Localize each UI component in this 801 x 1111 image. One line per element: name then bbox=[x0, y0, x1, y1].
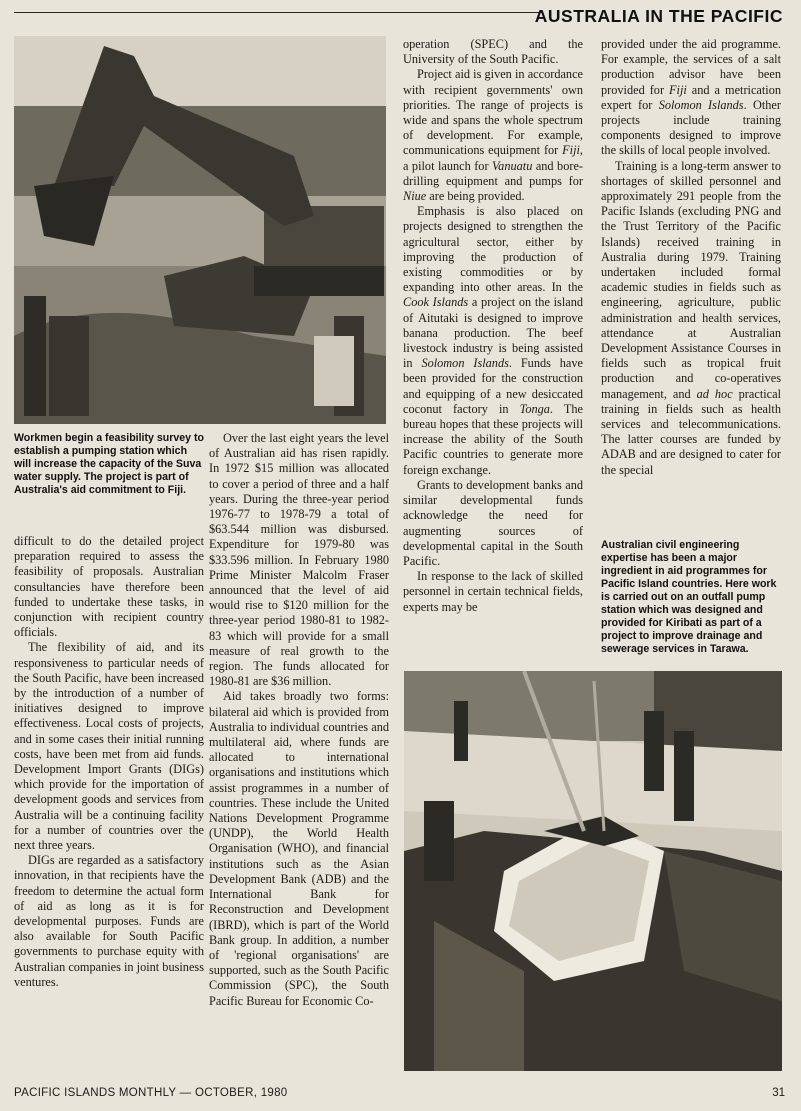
paragraph: difficult to do the detailed project preparation required to assess the feasibility of proposals. Australian consultancies have therefore been funded to undertake these tasks, in conjunction with recipient country officials. bbox=[14, 534, 204, 640]
excavator-photo bbox=[14, 36, 386, 424]
pump-station-photo bbox=[404, 671, 782, 1071]
footer-publication: PACIFIC ISLANDS MONTHLY — OCTOBER, 1980 bbox=[14, 1087, 288, 1099]
paragraph: Project aid is given in accordance with recipient governments' own priorities. The range of projects is wide and spans the whole spectrum of development. For example, communications equipment for Fiji, a pilot launch for Vanuatu and bore-drilling equipment and pumps for Niue are being provided. bbox=[403, 67, 583, 204]
paragraph: Aid takes broadly two forms: bilateral aid which is provided from Australia to individual countries and multilateral aid, where funds are allocated to international organisations and institutions which assist programmes in a number of countries. These include the United Nations Development Programme (UNDP), the World Health Organisation (WHO), and financial institutions such as the Asian Development Bank (ADB) and the International Bank for Reconstruction and Development (IBRD), which is part of the World Bank group. In addition, a number of 'regional organisations' are supported, such as the South Pacific Commission (SPC), the South Pacific Bureau for Economic Co- bbox=[209, 689, 389, 1008]
article-column-3 bbox=[403, 37, 583, 665]
paragraph: Over the last eight years the level of Australian aid has risen rapidly. In 1972 $15 million was allocated to cover a period of three and a half years. During the three-year period 1976-77 to 1978-79 a total of $63.544 million was disbursed. Expenditure for 1979-80 was $33.596 million. In February 1980 Prime Minister Malcolm Fraser announced that the level of aid would rise to $120 million for the three-year period 1980-81 to 1982-83 which will provide for a small measure of real growth to the region. The funds allocated for 1980-81 are $36 million. bbox=[209, 431, 389, 689]
paragraph: provided under the aid programme. For example, the services of a salt production advisor have been provided for Fiji and a metrication expert for Solomon Islands. Other projects include training components designed to improve the skills of local people involved. bbox=[601, 37, 781, 158]
page-number: 31 bbox=[772, 1087, 785, 1099]
paragraph: DIGs are regarded as a satisfactory innovation, in that recipients have the freedom to determine the actual form of aid as long as it is for developmental purposes. Funds are also available for South Pacific governments to purchase equity with Australian companies in joint business ventures. bbox=[14, 853, 204, 989]
header-rule bbox=[14, 12, 542, 13]
article-column-4 bbox=[601, 37, 781, 527]
paragraph: Emphasis is also placed on projects designed to strengthen the agricultural sector, either by improving the production of existing commodities or by expanding into other areas. In the Cook Islands a project on the island of Aitutaki is designed to improve banana production. The beef livestock industry is being assisted in Solomon Islands. Funds have been provided for the construction and equipping of a new desiccated coconut factory in Tonga. The bureau hopes that these projects will increase the ability of the South Pacific countries to generate more foreign exchange. bbox=[403, 204, 583, 477]
paragraph: Training is a long-term answer to shortages of skilled personnel and approximately 291 people from the Pacific Islands (excluding PNG and the Trust Territory of the Pacific Islands) received training in Australia during 1979. Training undertaken included formal academic studies in fields such as engineering, agriculture, public administration and health services, attendance at Australian Development Assistance Courses in fields such as tropical fruit production and co-operatives management, and ad hoc practical training in fields such as health services and telecommunications. The latter courses are funded by ADAB and are designed to cater for the special bbox=[601, 158, 781, 477]
paragraph: Grants to development banks and similar developmental funds acknowledge the need for augmenting sources of developmental capital in the South Pacific. bbox=[403, 477, 583, 568]
article-column-2 bbox=[209, 431, 389, 1074]
article-column-1 bbox=[14, 534, 204, 1074]
top-photo-caption: Workmen begin a feasibility survey to establish a pumping station which will increase the capacity of the Suva water supply. The project is part of Australia's aid commitment to Fiji. bbox=[14, 432, 204, 496]
paragraph: The flexibility of aid, and its responsiveness to particular needs of the South Pacific, have been increased by the introduction of a number of initiatives designed to improve effectiveness. Local costs of projects, and in some cases their initial running costs, have been met from aid funds. Development Import Grants (DIGs) which provide for the importation of development goods and services from Australia will be a continuing facility for a number of countries over the next three years. bbox=[14, 640, 204, 853]
paragraph: In response to the lack of skilled personnel in certain technical fields, experts may be bbox=[403, 569, 583, 614]
section-title: AUSTRALIA IN THE PACIFIC bbox=[534, 6, 783, 26]
bottom-photo-caption: Australian civil engineering expertise has been a major ingredient in aid programmes for Pacific Island countries. Here work is carried out on an outfall pump station which was designed and provided for Kiribati as part of a project to improve drainage and sewerage services in Tarawa. bbox=[601, 539, 777, 655]
paragraph: operation (SPEC) and the University of the South Pacific. bbox=[403, 37, 583, 67]
